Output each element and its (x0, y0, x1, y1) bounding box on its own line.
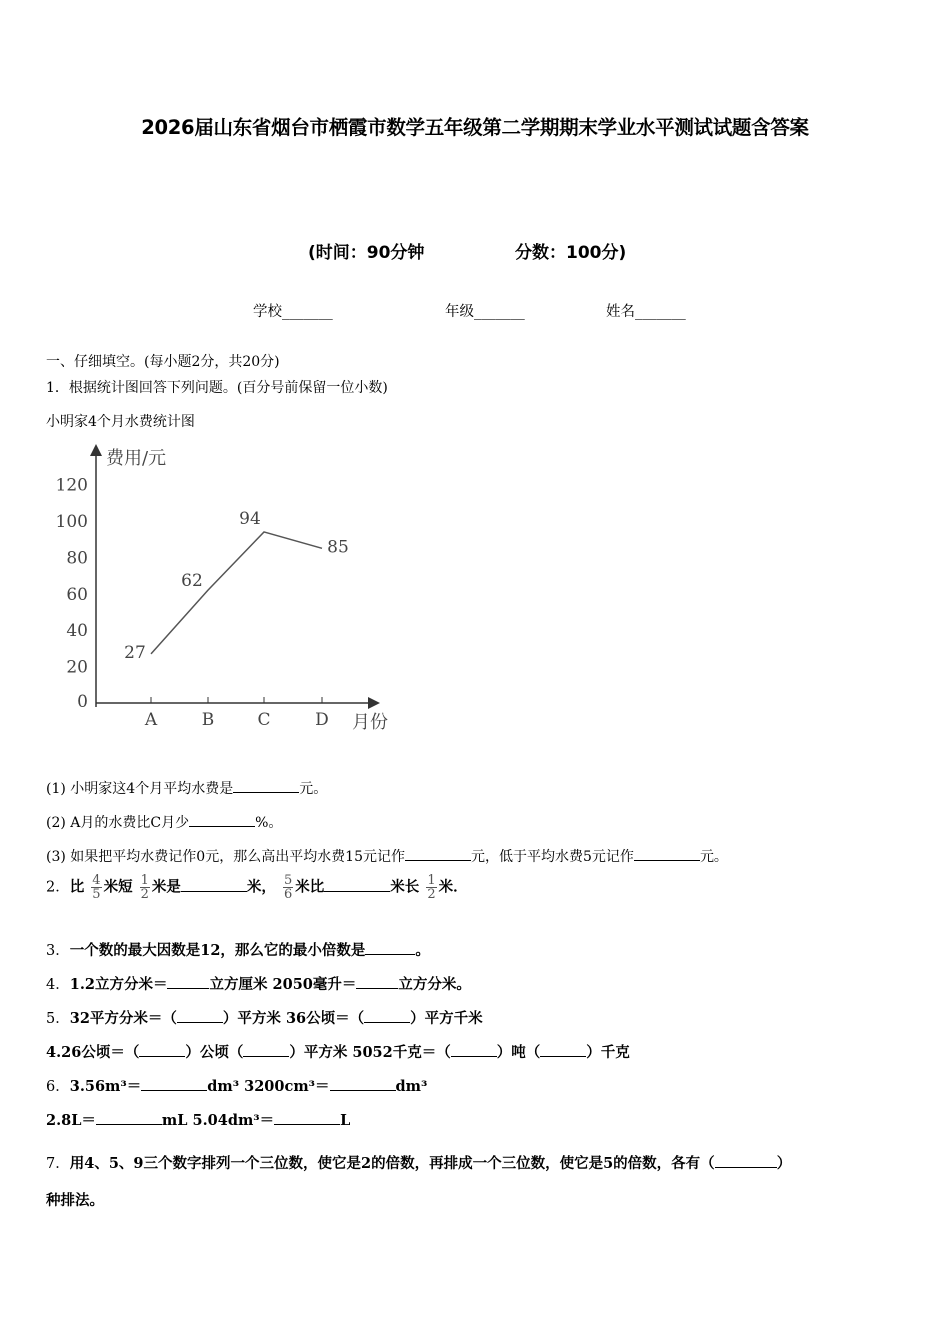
x-axis-label: 月份 (352, 712, 388, 733)
answer-blank[interactable] (189, 812, 255, 827)
data-label: 85 (327, 537, 349, 558)
x-tick-label: D (315, 710, 329, 730)
school-field: 学校_______ (253, 304, 333, 320)
y-tick-label: 60 (66, 584, 88, 605)
section-heading: 一、仔细填空。(每小题2分，共20分) (46, 354, 280, 370)
y-axis-label: 费用/元 (106, 448, 167, 469)
answer-blank[interactable] (324, 877, 390, 892)
q1-sub1: (1) 小明家这4个月平均水费是 元。 (46, 778, 327, 798)
answer-blank[interactable] (167, 974, 209, 989)
fraction-4-5: $\frac{4}{5}$ (92, 873, 101, 902)
y-tick-label: 80 (66, 548, 88, 569)
exam-score: 分数：100分) (515, 243, 627, 263)
question-1 (46, 377, 388, 397)
answer-blank[interactable] (356, 974, 398, 989)
question-number: 2． (46, 879, 70, 896)
question-7-cont: 种排法。 (46, 1192, 104, 1209)
answer-blank[interactable] (181, 877, 247, 892)
fraction-1-2: $\frac{1}{2}$ (140, 873, 149, 902)
exam-time: (时间：90分钟 (308, 243, 425, 263)
answer-blank[interactable] (141, 1076, 207, 1091)
question-6-line1: 6．3.56m³＝ dm³ 3200cm³＝ dm³ (46, 1078, 428, 1095)
answer-blank[interactable] (177, 1008, 223, 1023)
answer-blank[interactable] (634, 846, 700, 861)
answer-blank[interactable] (96, 1110, 162, 1125)
y-tick-label: 20 (66, 657, 88, 678)
series-line (151, 532, 322, 654)
answer-blank[interactable] (405, 846, 471, 861)
question-6-line2: 2.8L＝ mL 5.04dm³＝ L (46, 1112, 351, 1129)
answer-blank[interactable] (139, 1042, 185, 1057)
x-tick-label: B (201, 710, 215, 730)
answer-blank[interactable] (243, 1042, 289, 1057)
question-2: 2．比 $\frac{4}{5}$ 米短 $\frac{1}{2}$ 米是 米， $\frac{5}{6}$ 米比 米长 $\frac{1}{2}$ 米． (46, 873, 468, 902)
answer-blank[interactable] (233, 778, 299, 793)
page-title: 2026届山东省烟台市栖霞市数学五年级第二学期期末学业水平测试试题含答案 (141, 116, 809, 139)
question-7: 7．用4、5、9三个数字排列一个三位数，使它是2的倍数，再排成一个三位数，使它是5的倍数，各有（ ） (46, 1155, 792, 1172)
x-tick-label: C (257, 710, 271, 730)
q1-sub3: (3) 如果把平均水费记作0元，那么高出平均水费15元记作 元，低于平均水费5元记作 元。 (46, 846, 728, 866)
y-tick-label: 120 (55, 475, 88, 496)
answer-blank[interactable] (540, 1042, 586, 1057)
y-tick-label: 100 (55, 512, 88, 532)
answer-blank[interactable] (274, 1110, 340, 1125)
chart-title: 小明家4个月水费统计图 (46, 414, 195, 430)
answer-blank[interactable] (364, 1008, 410, 1023)
question-3: 3．一个数的最大因数是12，那么它的最小倍数是 。 (46, 942, 430, 959)
data-label: 94 (239, 508, 261, 529)
water-fee-chart (44, 440, 414, 740)
question-5-line1: 5．32平方分米＝（ ）平方米 36公顷＝（ ）平方千米 (46, 1010, 483, 1027)
question-text: 根据统计图回答下列问题。(百分号前保留一位小数) (68, 380, 388, 396)
answer-blank[interactable] (365, 940, 415, 955)
answer-blank[interactable] (451, 1042, 497, 1057)
question-5-line2: 4.26公顷＝（ ）公顷（ ）平方米 5052千克＝（ ）吨（ ）千克 (46, 1044, 630, 1061)
answer-blank[interactable] (715, 1153, 777, 1168)
question-4: 4．1.2立方分米＝ 立方厘米 2050毫升＝ 立方分米。 (46, 976, 471, 993)
answer-blank[interactable] (330, 1076, 396, 1091)
data-label: 62 (181, 571, 203, 592)
fraction-5-6: $\frac{5}{6}$ (283, 873, 293, 902)
data-label: 27 (124, 642, 146, 663)
x-tick-label: A (144, 710, 158, 730)
q1-sub2: (2) A月的水费比C月少 %。 (46, 812, 282, 832)
grade-field: 年级_______ (445, 304, 525, 320)
y-tick-label: 40 (66, 621, 88, 642)
name-field: 姓名_______ (606, 304, 686, 320)
question-number: 1． (46, 380, 69, 396)
y-tick-label: 0 (77, 692, 88, 712)
fraction-1-2: $\frac{1}{2}$ (427, 873, 436, 902)
